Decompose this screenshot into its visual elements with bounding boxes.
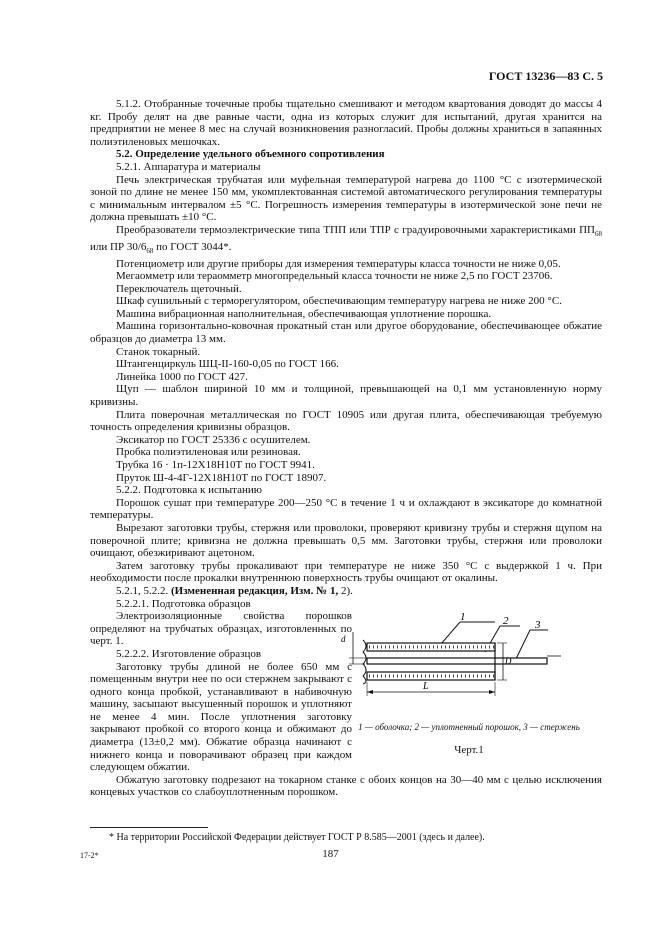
sub-68-a: 68 [595, 230, 602, 239]
para-megaohmmeter: Мегаомметр или тераомметр многопредельный класса точности не ниже 2,5 по ГОСТ 23706. [116, 270, 553, 283]
para-thermocouples-text: Преобразователи термоэлектрические типа ТПП или ТПР с градуировочными характеристиками ПП [116, 223, 595, 236]
page-number: 187 [322, 848, 339, 860]
section-title-5-2: 5.2. Определение удельного объемного сопротивления [116, 148, 385, 161]
subsection-5-2-2-1: 5.2.2.1. Подготовка образцов [116, 597, 251, 610]
fig-label-1: 1 [460, 612, 466, 623]
sub-68-b: 68 [146, 246, 154, 255]
fig-dim-d: d [341, 634, 346, 644]
para-forging-machine: Машина горизонтально-ковочная прокатный стан или другое оборудование, обеспечивающее обжатие образцов до диаметра 13 мм. [90, 320, 602, 346]
signature-mark: 17-2* [80, 851, 99, 860]
para-thermocouples-tail: по ГОСТ 3044*. [153, 240, 232, 253]
amendment-note: (Измененная редакция, Изм. № 1, [171, 584, 339, 597]
para-thermocouples-mid: или ПР 30/6 [90, 240, 147, 253]
left-column-text [90, 598, 352, 774]
para-plug: Пробка полиэтиленовая или резиновая. [116, 446, 301, 459]
para-ruler: Линейка 1000 по ГОСТ 427. [116, 370, 248, 383]
figure-1-drawing [335, 612, 603, 717]
para-amendment [90, 585, 602, 598]
para-lathe: Станок токарный. [116, 345, 201, 358]
amendment-ref: 5.2.1, 5.2.2. [116, 584, 169, 597]
subsection-5-2-2: 5.2.2. Подготовка к испытанию [116, 484, 262, 497]
para-drying: Порошок сушат при температуре 200—250 °С в течение 1 ч и охлаждают в эксикаторе до комнатной температуры. [90, 496, 602, 522]
para-vibration-machine: Машина вибрационная наполнительная, обеспечивающая уплотнение порошка. [116, 307, 492, 320]
para-samples-tubular: Электроизоляционные свойства порошков определяют на трубчатых образцах, изготовленных по черт. 1. [90, 610, 352, 648]
para-sample-making: Заготовку трубы длиной не более 650 мм с помещенным внутри нее по оси стержнем закрывают с одного конца пробкой, устанавливают в набивочную машину, засыпают высушенный порошок и уплотняют не менее 4 мин. После уплотнения заготовку закрывают пробкой со второго конца и обжимают до диаметра (13±0,2 мм). Обжатие образца начинают с нижнего конца и поворачивают образец при каждом следующем обжатии. [90, 660, 352, 774]
fig-dim-D: D [505, 656, 512, 666]
para-5-1-2: 5.1.2. Отобранные точечные пробы тщательно смешивают и методом квартования доводят до массы 4 кг. Пробу делят на две равные части, одна из которых служит для испытаний, другая хранится на предприятии не менее 8 мес на случай возникновения разногласий. Пробы должны храниться в запаянных полиэтиленовых мешочках. [90, 98, 602, 148]
fig-dim-L: L [423, 681, 429, 692]
fig-label-2: 2 [503, 615, 509, 627]
para-drying-cabinet: Шкаф сушильный с терморегулятором, обеспечивающим температуру нагрева не ниже 200 °С. [116, 295, 562, 308]
para-furnace: Печь электрическая трубчатая или муфельная температурой нагрева до 1100 °С с изотермической зоной по длине не менее 150 мм, укомплектованная системой автоматического регулирования температуры с минимальным интервалом ±5 °С. Погрешность измерения температуры в изотермической зоне печи не должна превышать ±10 °С. [90, 173, 602, 224]
para-trimming: Обжатую заготовку подрезают на токарном станке с обоих концов на 30—40 мм с целью исключения концевых участков со слабоуплотненным порошком. [90, 773, 602, 799]
para-feeler: Щуп — шаблон шириной 10 мм и толщиной, превышающей на 0,1 мм установленную норму кривизны. [90, 383, 602, 409]
page-header: ГОСТ 13236—83 С. 5 [488, 69, 603, 83]
para-plate: Плита поверочная металлическая по ГОСТ 10905 или другая плита, обеспечивающая требуемую точность определения кривизны образцов. [90, 408, 602, 434]
footnote: * На территории Российской Федерации действует ГОСТ Р 8.585—2001 (здесь и далее). [109, 832, 485, 843]
para-caliper: Штангенциркуль ШЦ-II-160-0,05 по ГОСТ 166. [116, 358, 339, 371]
para-thermocouples [90, 224, 602, 258]
para-tube: Трубка 16 · 1п-12Х18Н10Т по ГОСТ 9941. [116, 459, 315, 471]
para-cutting: Вырезают заготовки трубы, стержня или проволоки, проверяют кривизну трубы и стержня щупом на поверочной плите; кривизна не должна превышать 0,5 мм. Заготовки трубы, стержня или проволоки очищают, обезжиривают ацетоном. [90, 521, 602, 560]
figure-caption: 1 — оболочка; 2 — уплотненный порошок, 3 — стержень [358, 722, 580, 732]
amendment-num: 2). [340, 584, 353, 597]
footnote-divider [90, 827, 208, 828]
para-switch: Переключатель щеточный. [116, 282, 242, 295]
para-desiccator: Эксикатор по ГОСТ 25336 с осушителем. [116, 433, 311, 446]
figure-title: Черт.1 [454, 744, 484, 756]
para-potentiometer: Потенциометр или другие приборы для измерения температуры класса точности не ниже 0,05. [116, 257, 561, 270]
para-annealing: Затем заготовку трубы прокаливают при температуре не ниже 350 °С с выдержкой 1 ч. При необходимости после прокалки внутреннюю поверхность трубы очищают от окалины. [90, 559, 602, 585]
figure-1 [335, 612, 603, 762]
para-rod: Пруток Ш-4-4Г-12Х18Н10Т по ГОСТ 18907. [116, 471, 327, 484]
subsection-5-2-2-2: 5.2.2.2. Изготовление образцов [116, 647, 262, 660]
fig-label-3: 3 [535, 619, 541, 631]
subsection-5-2-1: 5.2.1. Аппаратура и материалы [116, 160, 261, 173]
